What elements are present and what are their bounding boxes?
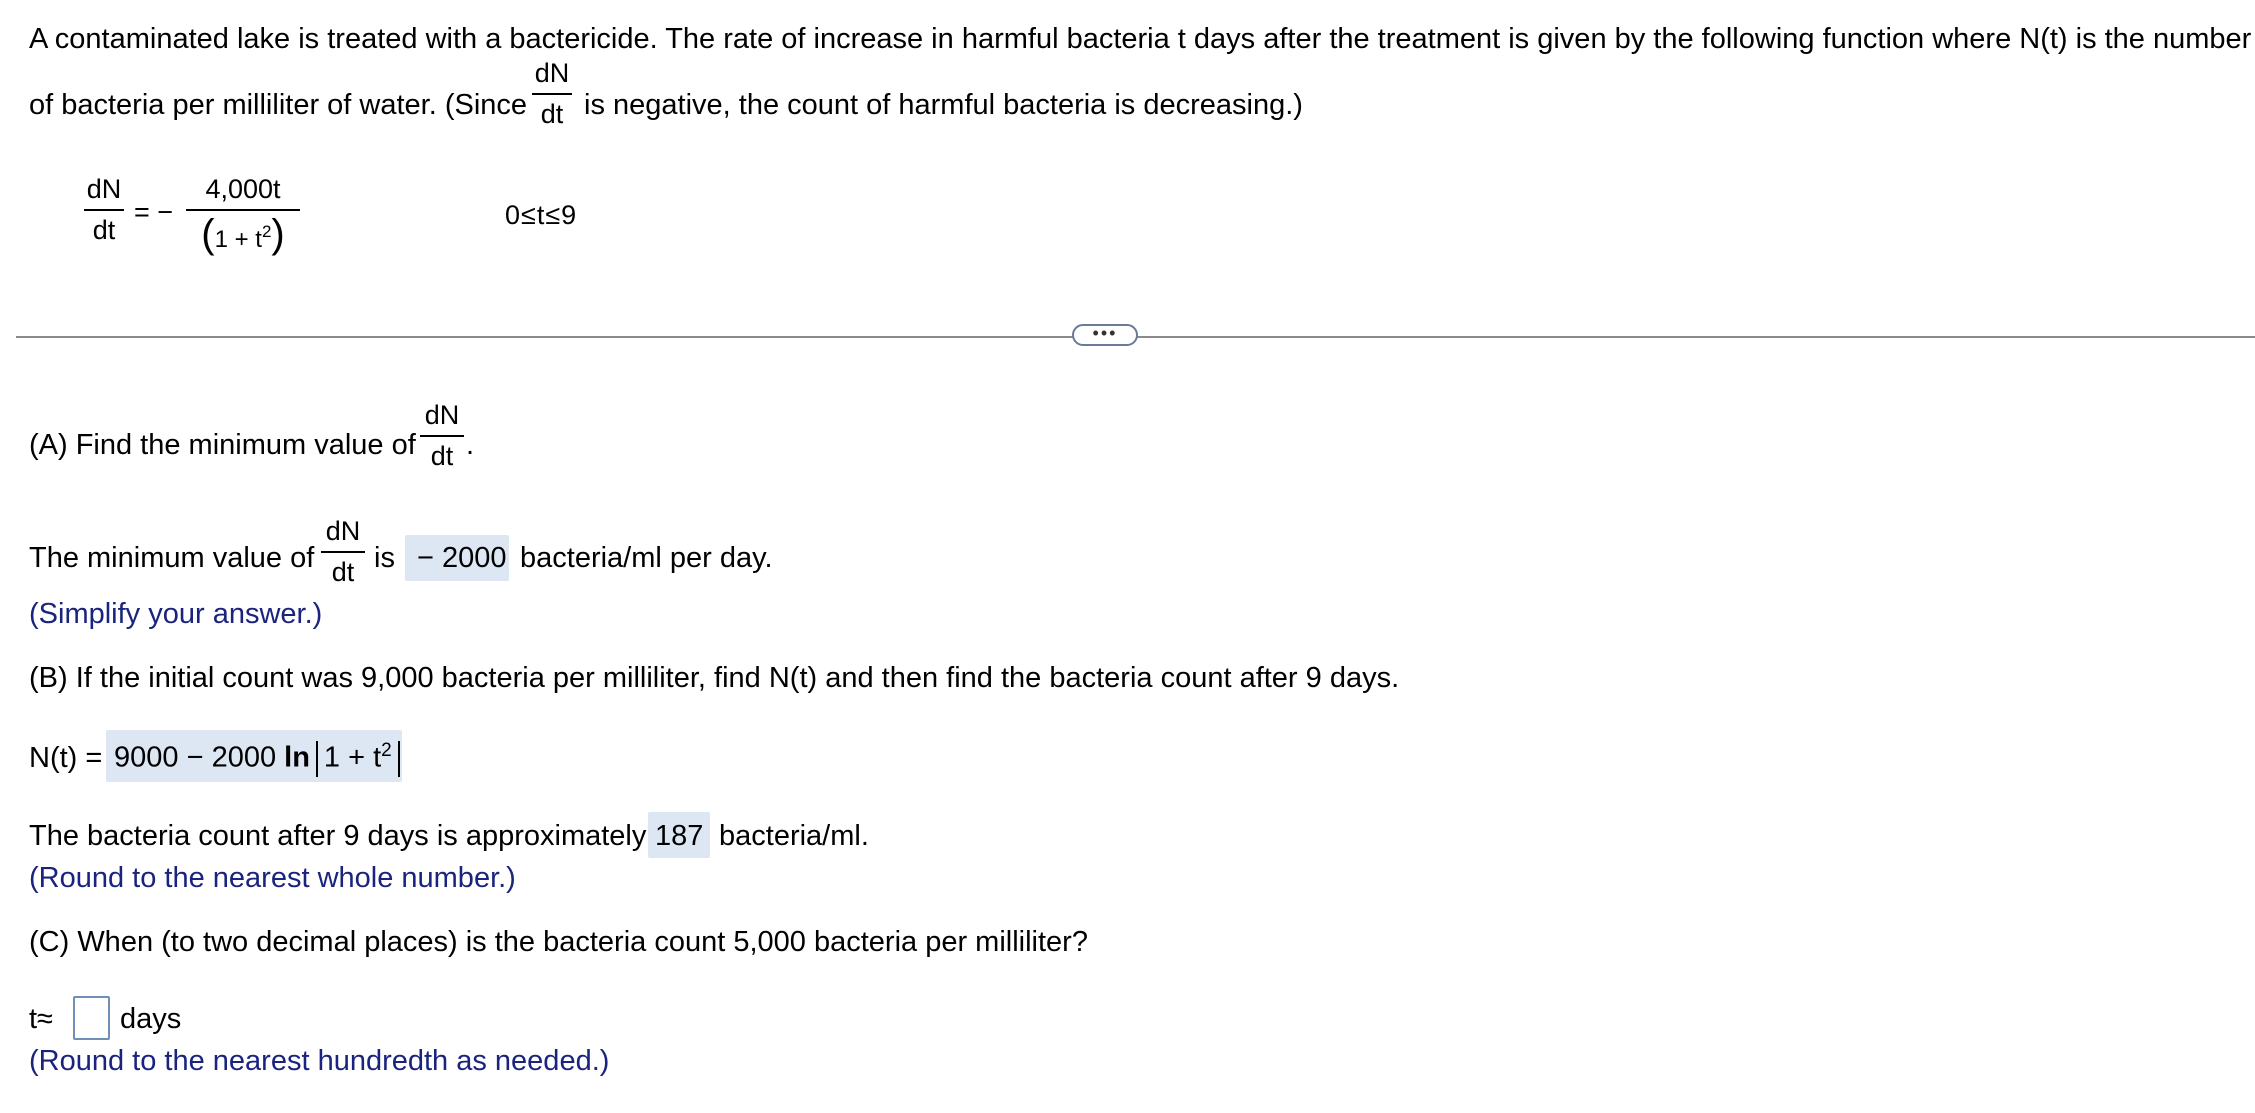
fraction-denominator: dt — [430, 441, 454, 472]
equation-domain: 0≤t≤9 — [505, 200, 578, 230]
equation-lhs-fraction — [84, 174, 124, 246]
part-a-answer-box[interactable] — [405, 535, 509, 581]
part-a-question-period: . — [466, 429, 475, 461]
part-b-count-answer-box[interactable] — [648, 812, 710, 858]
part-c-t-label: t≈ — [29, 1003, 53, 1035]
problem-intro-line2-end: is negative, the count of harmful bacteria is decreasing.) — [584, 89, 1303, 121]
absolute-value-bar-right — [398, 741, 400, 777]
problem-intro-line1: A contaminated lake is treated with a bactericide. The rate of increase in harmful bacteria t days after the treatment is given by the following function where N(t) is the number — [29, 23, 2252, 55]
part-a-answer-value: − 2000 — [417, 542, 507, 574]
part-b-count-value: 187 — [655, 820, 704, 852]
fraction-numerator: dN — [534, 58, 570, 88]
show-more-button[interactable]: ••• — [1072, 324, 1138, 346]
problem-intro-line2-start: of bacteria per milliliter of water. (Since — [29, 89, 528, 121]
part-b-hint: (Round to the nearest whole number.) — [29, 862, 516, 894]
part-a-answer-label: The minimum value of — [29, 542, 315, 574]
part-b-nt-answer-box[interactable] — [106, 730, 402, 782]
part-a-hint: (Simplify your answer.) — [29, 598, 323, 630]
fraction-bar — [420, 435, 464, 437]
equation-rhs-fraction — [186, 174, 300, 257]
part-b-count-label: The bacteria count after 9 days is approximately — [29, 820, 647, 852]
part-c-hint: (Round to the nearest hundredth as needed.) — [29, 1045, 610, 1077]
fraction-bar — [321, 551, 365, 553]
part-a-answer-is: is — [374, 542, 395, 574]
part-a-question: (A) Find the minimum value of — [29, 429, 416, 461]
fraction-numerator: dN — [325, 516, 361, 546]
part-b-count-unit: bacteria/ml. — [719, 820, 869, 852]
part-c-answer-input[interactable] — [73, 996, 110, 1040]
fraction-numerator: 4,000t — [205, 174, 281, 204]
part-a-answer-unit: bacteria/ml per day. — [520, 542, 773, 574]
part-c-unit: days — [120, 1003, 182, 1035]
fraction-bar — [532, 93, 572, 95]
fraction-denominator: dt — [540, 99, 564, 130]
equation-equals-minus: = − — [134, 197, 174, 227]
part-a-fraction — [420, 400, 464, 472]
fraction-numerator: dN — [86, 174, 122, 204]
part-a-answer-fraction — [321, 516, 365, 588]
fraction-denominator: dt — [331, 557, 355, 588]
part-b-question: (B) If the initial count was 9,000 bacteria per milliliter, find N(t) and then find the bacteria count after 9 days. — [29, 662, 1400, 694]
nt-label: N(t) = — [29, 742, 103, 774]
fraction-bar — [84, 209, 124, 211]
absolute-value-bar-left — [316, 741, 318, 777]
nt-answer-expression: 9000 − 2000 $\ln 1 + t^2$ — [114, 740, 406, 777]
intro-derivative-fraction — [532, 58, 572, 130]
fraction-denominator: $(1 + t^2)$ — [201, 212, 285, 257]
fraction-denominator: dt — [92, 215, 116, 246]
part-c-question: (C) When (to two decimal places) is the bacteria count 5,000 bacteria per milliliter? — [29, 926, 1088, 958]
fraction-numerator: dN — [424, 400, 460, 430]
